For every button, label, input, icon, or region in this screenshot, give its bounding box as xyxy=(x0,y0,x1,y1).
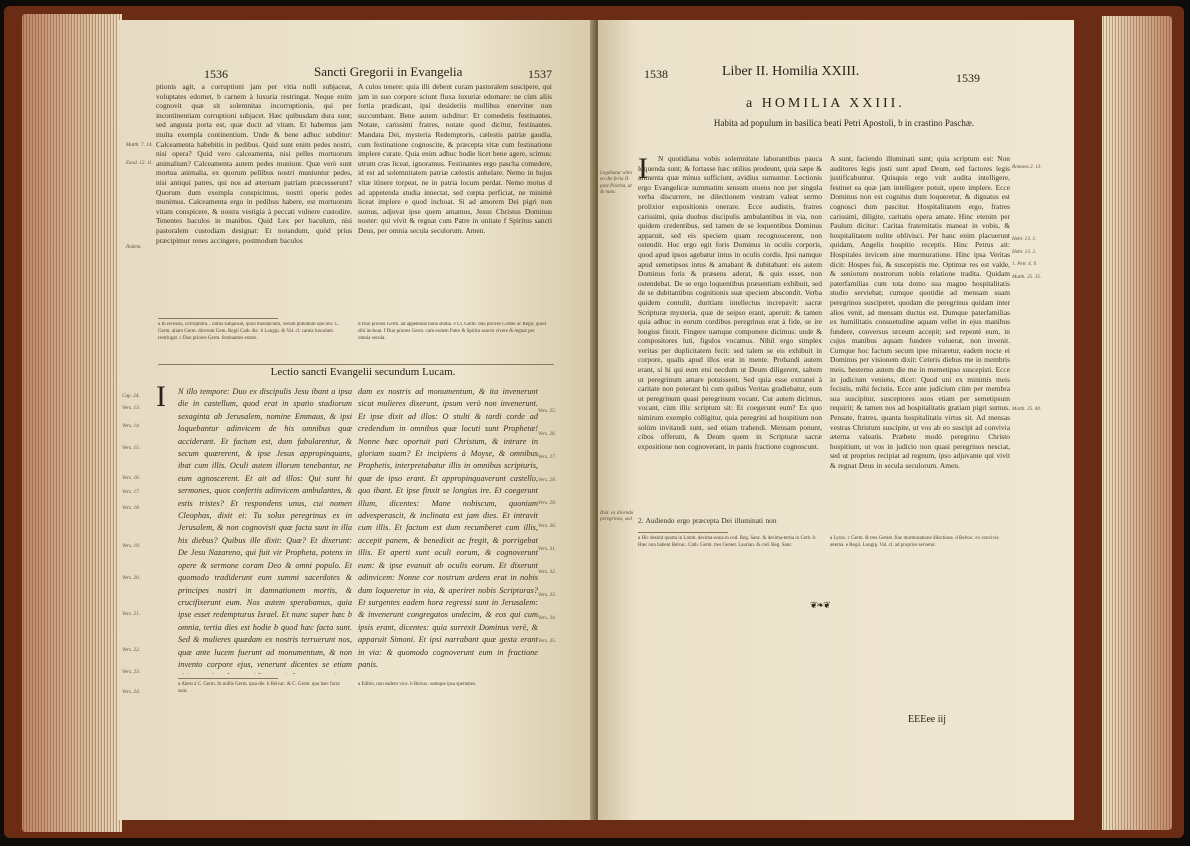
footnote-rule xyxy=(178,678,278,679)
homily-column-left-end: 2. Audiendo ergo præcepta Dei illuminati non xyxy=(638,516,777,525)
margin-note: Ibidem. xyxy=(126,244,142,250)
footnote-rule xyxy=(638,532,728,533)
text-column-top-left: ptionis agit, a corruptioni jam per vitia nulli subjaceat, voluptates edomet, b carnem à luxuria restringat. Neque enim cognovit quæ sit solemnitas incorruptionis, qui per incontinentiam corruptioni subjacet. Hæc quibusdam dura sunt; sed angusta porta est, quæ ducit ad vitam. Et habemus jam multa exempla continentium. Unde & bene adhuc subditur: Calceamenta habebitis in pedibus. Quid sunt enim pedes nostri, nisi opera? Quid vero calceamenta, nisi pelles mortuorum animalium? Calceamenta autem pedes muniunt. Quæ verò sunt mortua animalia, ex quorum pellibus nostri muniuntur pedes, nisi antiqui patres, qui nos ad æternam patriam præcesserunt? Quorum dum exempla conspicimus, nostri operis pedes munimus. Calceamenta ergo in pedibus habere, est mortuorum vitam conspicere, & nostra vestigia à peccati vulnere custodire. Tenentes baculos in manibus. Quid Lex per baculum, nisi pastoralem custodiam designat: Et notandum, quòd prius præcipimur renes accingere, postmodum baculos xyxy=(156,82,352,245)
right-page xyxy=(598,20,1074,820)
homily-subtitle: Habita ad populum in basilica beati Petri Apostoli, b in crastino Paschæ. xyxy=(713,118,975,128)
homily-column-right: A sunt, faciendo illuminati sunt; quia scriptum est: Non auditores legis justi sunt apud Deum, sed factores legis justificabuntur. Quisquis ergo vult audita intelligere, festinet ea quæ jam intelligere potuit, opere implere. Ecce Dominus non est cognitus dum loqueretur, & dignatus est cognosci dum pascitur. Hospitalitatem ergo, fratres carissimi, diligite, caritatis opera amate. Hinc etenim per Paulum dicitur: Caritas fraternitatis maneat in vobis, & hospitalitatem nolite oblivisci. Per hanc enim placuerunt quidam, Angelis hospitio receptis. Hinc Petrus ait: Hospitales invicem sine murmuratione. Hinc ipsa Veritas dicit: Hospes fui, & suscepistis me. Optimæ res est valde, & seniorum nostrorum nobis relatione tradita. Quidam paterfamilias cum tota domo sua magno hospitalitatis studio serviebat; cumque quotidie ad mensam suam peregrinos susciperet, quodam die peregrinus quidam inter alios venit, ad mensam ductus est. Dumque paterfamilias ex humilitatis consuetudine aquam vellet in ejus manibus fundere, conversus urceum accepit; sed repentè eum, in cujus manibus aquam fundere voluerat, non invenit. Cumque hoc factum secum ipse miraretur, eadem nocte ei Dominus per visionem dixit: Ceteris diebus me in membris meis, hesterno autem die me in memetipso suscepisti. Ecce in judicium veniens, dicet: Quod uni ex minimis meis fecistis, mihi fecistis. Ecce ante judicium cùm per membra sua suscipitur, susceptores suos etiam per semetipsum requirit; & tamen nos ad hospitalitatis gratiam pigri sumus. Pensate, fratres, quanta hospitalitatis virtus sit. Ad mensas vestras Christum suscipite, ut vos ab eo suscipi ad convivia æterna valeatis. Præbete modò peregrino Christo hospitium, ut vos in judicio non quasi peregrinos nesciat, sed ut proprios recipiat ad regnum, ipso adjuvante qui vivit & regnat Deus in secula seculorum. Amen. xyxy=(830,154,1010,470)
footnotes-left: a In recessis, corruptioni... nullis subjaceat, quod mendacium, verum prælatum ope rell. C. Germ. aliam Germ. dicerum Gem. Regii Cath. &c. b Longip. & Val. cl. carnis luxuriam restringat. c Duo priores Germ. festinantes estote. xyxy=(158,322,340,341)
left-page-edges xyxy=(22,14,122,832)
drop-cap-i: I xyxy=(156,380,166,413)
verse-margin-right: Vers. 25. Vers. 26. Vers. 27. Vers. 28. Vers. 29. Vers. 30. Vers. 31. Vers. 32. Vers. 33. Vers. 34. Vers. 35. xyxy=(538,408,557,644)
page-number-left: 1536 xyxy=(204,67,228,81)
homily-column-left: N quotidiana vobis solemnitate laborantibus pauca loquenda sunt; & fortasse hæc utilius prodeunt, quia sæpe & alimenta quæ minus sufficiunt, avidius sumuntur. Lectionis ergo Evangelicæ summatim sensum stuens non per singula verba discurrere, ne dilectionem vestram valeat sermo prolixior expositionis onerare. Ecce audistis, fratres carissimi, quia duobus discipulis ambulantibus in via, non quidem credentibus, sed tamen de se loquentibus Dominus apparuit, sed eis speciem quam recognoscerent, non ostendit. Hoc ergo egit foris Dominus in oculis corporis, quod apud ipsos agebatur intus in oculis cordis. Ipsi namque apud semetipsos intus & amabant & dubitabant: eis autem Dominus foris & præsens aderat, & quis esset, non ostendebat. De se ergo loquentibus præsentiam exhibuit, sed de se dubitantibus cognitionis suæ speciem abscondit. Verba quidem contulit, duritiam intellectus increpavit: sacræ Scripturæ mysteria, quæ de seipso erant, aperuit: & tamen quia adhuc in eorum cordibus peregrinus erat à fide, se ire longius finxit. Fingere namque componere dicimus: unde & compositores luti, figulos vocamus. Nihil ergo simplex veritas per duplicitatem fecit: sed talem se eis exhibuit in corpore, qualis apud illos erat in mente. Probandi autem erant, si hi qui eum etsi necdum ut Deum diligerent, saltem ut peregrinum amare potuissent. Sed quia esse extranei à caritate non poterant hi cum quibus Veritas gradiebatur, eum ut peregrinum quasi peregrinum vocant. Cur autem dicimus, vocant, cùm illic scriptum sit: Et coegerunt eum? Ex quo nimirum exemplo colligitur, quia peregrini ad hospitium non solùm invitandi sunt, sed etiam trahendi. Mensam ponunt, cibos offerunt, & Deum quem in Scripturæ sacræ expositione non cognoverant, in panis fractione cognoscunt. xyxy=(638,154,822,451)
running-title-left: Sancti Gregorii in Evangelia xyxy=(314,64,463,79)
homily-footnotes-right: a Lyrax. c Germ. & tres Gemet. fine murmuratione dilectione. d Belvac. ex convivia æterna. e Regii. Longip. Val. cl. ad proprios servetur. xyxy=(830,536,999,548)
margin-note: Legebatur olim eo die feria II. post Pascha, ut & nunc. xyxy=(600,170,632,196)
homily-footnotes-left: a Hic desinit quarta in Lomb. decima-nona in cod. Reg. Sanc. & decima-tertia in Corb. b Hæc non habent Belvac. Cath. Germ. tres Gemet. Laurian. & cod. Reg. Sanc. xyxy=(638,536,816,548)
lectio-footnotes-left: a Abest à C. Germ. In nullis Germ. ipsa die. b Belvac. & C. Germ. quo hæc facta sunt. xyxy=(178,682,340,694)
lectio-column-right: dam ex nostris ad monumentum, & ita invenerunt sicut mulieres dixerunt, ipsum verò non invenerunt. Et ipse dixit ad illos: O stulti & tardi corde ad credendum in omnibus quæ locuti sunt Prophetæ! Nonne hæc oportuit pati Christum, & intrare in gloriam suam? Et incipiens à Moyse, & omnibus Prophetis, interpretabatur illis in omnibus scripturis, quæ de ipso erant. Et appropinquaverunt castello, quo ibant. Et ipse finxit se longius ire. Et coegerunt illum, dicentes: Mane nobiscum, quoniam advesperascit, & inclinata est jam dies. Et intravit cum illis. Et factum est dum recumberet cum illis, accepit panem, & benedixit ac fregit, & porrigebat illis. Et aperti sunt oculi eorum, & cognoverunt eum: & ipse evanuit ab oculis eorum. Et dixerunt adinvicem: Nonne cor nostrum ardens erat in nobis dum loqueretur in via, & aperiret nobis Scripturas? Et surgentes eadem hora regressi sunt in Jerusalem: & invenerunt congregatos undecim, & eos qui cum ipsis erant, dicentes: quia surrexit Dominus verè, & apparuit Simoni. Et ipsi narrabant quæ gesta erant in via: & quomodo cognoverunt eum in fractione panis. xyxy=(358,387,538,669)
homily-title: a HOMILIA XXIII. xyxy=(746,96,905,111)
footnote-rule xyxy=(158,318,278,319)
lectio-footnotes-right: a Editio, non eadem vice. b Belvac. eamque ipsa sperantes. xyxy=(358,682,477,687)
margin-note: Ibid. ex dicendo peregrinos, sed xyxy=(600,510,634,523)
text-column-top-right: A culos tenere: quia illi debent curam pastoralem suscipere, qui jam in suo corpore sciunt fluxa luxuriæ edomare: ne cùm aliis fortia prædicant, ipsi desideriis mollibus enerviter non succumbant. Bene autem subditur: Et comedetis festinantes. Notate, carissimi fratres, notate quod dicitur, festinantes. Mandata Dei, mysteria Redemptoris, cælestis patriæ gaudia, cum festinatione cognoscite, & præcepta vitæ cum festinatione implere curate. Quia enim adhuc hodie licet bene agere, scimus: utrum cras liceat, ignoramus. Festinantes ergo pascha comedere, id est ad solemnitatem patriæ cælestis anhelare. Nemo in hujus vitæ itinere torpeat, ne in patria locum perdat. Nemo motus d ad appetenda studia innectat, sed cœpta perficiat, ne minimè liceat implere e quod inchoat. Si ad amorem Dei pigri non sumus, adjuvat ipse quem amamus, Jesus Christus Dominus noster: qui vivit & regnat cum Patre in unitate f Spiritus sancti Deus, per omnia secula seculorum. Amen. xyxy=(358,82,552,235)
footnotes-right: d Duo priores Germ. ad appetenda bona studia. e Cl. Germ. duo priores Corbei ac Regii, quod sibi inchoat. f Duo priores Germ. cum eodem Patre & Spiritu sancto vivere & regnat per omnia secula. xyxy=(358,322,546,341)
lectio-column-left: N illo tempore: Duo ex discipulis Jesu ibant a ipsa die in castellum, quod erat in spatio stadiorum sexaginta ab Jerusalem, nomine Emmaus, & ipsi loquebantur adinvicem de his omnibus quæ acciderant. Et factum est, dum fabularentur, & secum quærerent, & ipse Jesus appropinquans, ibat cum illis. Oculi autem illorum tenebantur, ne eum agnoscerent. Et ait ad illos: Qui sunt hi sermones, quos confertis adinvicem ambulantes, & estis tristes? Et respondens unus, cui nomen Cleophas, dixit ei: Tu solus peregrinus es in Jerusalem, & non cognovisti quæ facta sunt in illa his diebus? Quibus ille dixit: Quæ? Et dixerunt: De Jesu Nazareno, qui fuit vir Propheta, potens in opere & sermone coram Deo & omni populo. Et quomodo tradiderunt eum summi sacerdotes & principes nostri in damnationem mortis, & crucifixerunt eum. Nos autem sperabamus, quia ipse esset redempturus Israel. Et nunc super hæc b omnia, tertia dies est hodie b quod hæc facta sunt. Sed & mulieres quædam ex nostris terruerunt nos, quæ ante lucem fuerunt ad monumentum, & non invento corpore ejus, venerunt dicentes se etiam xyxy=(178,387,352,669)
margin-note: Matth. 7. 14. xyxy=(126,142,153,148)
drop-cap-i: I xyxy=(638,152,648,185)
right-page-edges xyxy=(1102,16,1172,830)
lectio-title: Lectio sancti Evangelii secundum Lucam. xyxy=(270,366,456,378)
page-number-right: 1537 xyxy=(528,67,552,81)
margin-note: Exod. 12. 11. xyxy=(126,160,154,166)
ornament: ❦❧❦ xyxy=(810,600,830,610)
scripture-margin: Romans 2. 13. Hebr. 13. 1. Hebr. 13. 2. 1. Petr. 4. 9. Matth. 25. 35. Matth. 25. 40. xyxy=(1012,164,1042,413)
signature-mark: EEEee iij xyxy=(908,714,947,725)
running-title-right: Liber II. Homilia XXIII. xyxy=(722,64,860,79)
page-number-left: 1538 xyxy=(644,67,668,81)
left-page xyxy=(118,20,594,820)
section-rule xyxy=(158,364,554,365)
page-number-right: 1539 xyxy=(956,71,980,85)
verse-margin-left: Cap. 24. Vers. 13. Vers. 14. Vers. 15. Vers. 16. Vers. 17. Vers. 18. Vers. 19. Vers. 20. Vers. 21. Vers. 22. Vers. 23. Vers. 24. xyxy=(122,393,141,695)
